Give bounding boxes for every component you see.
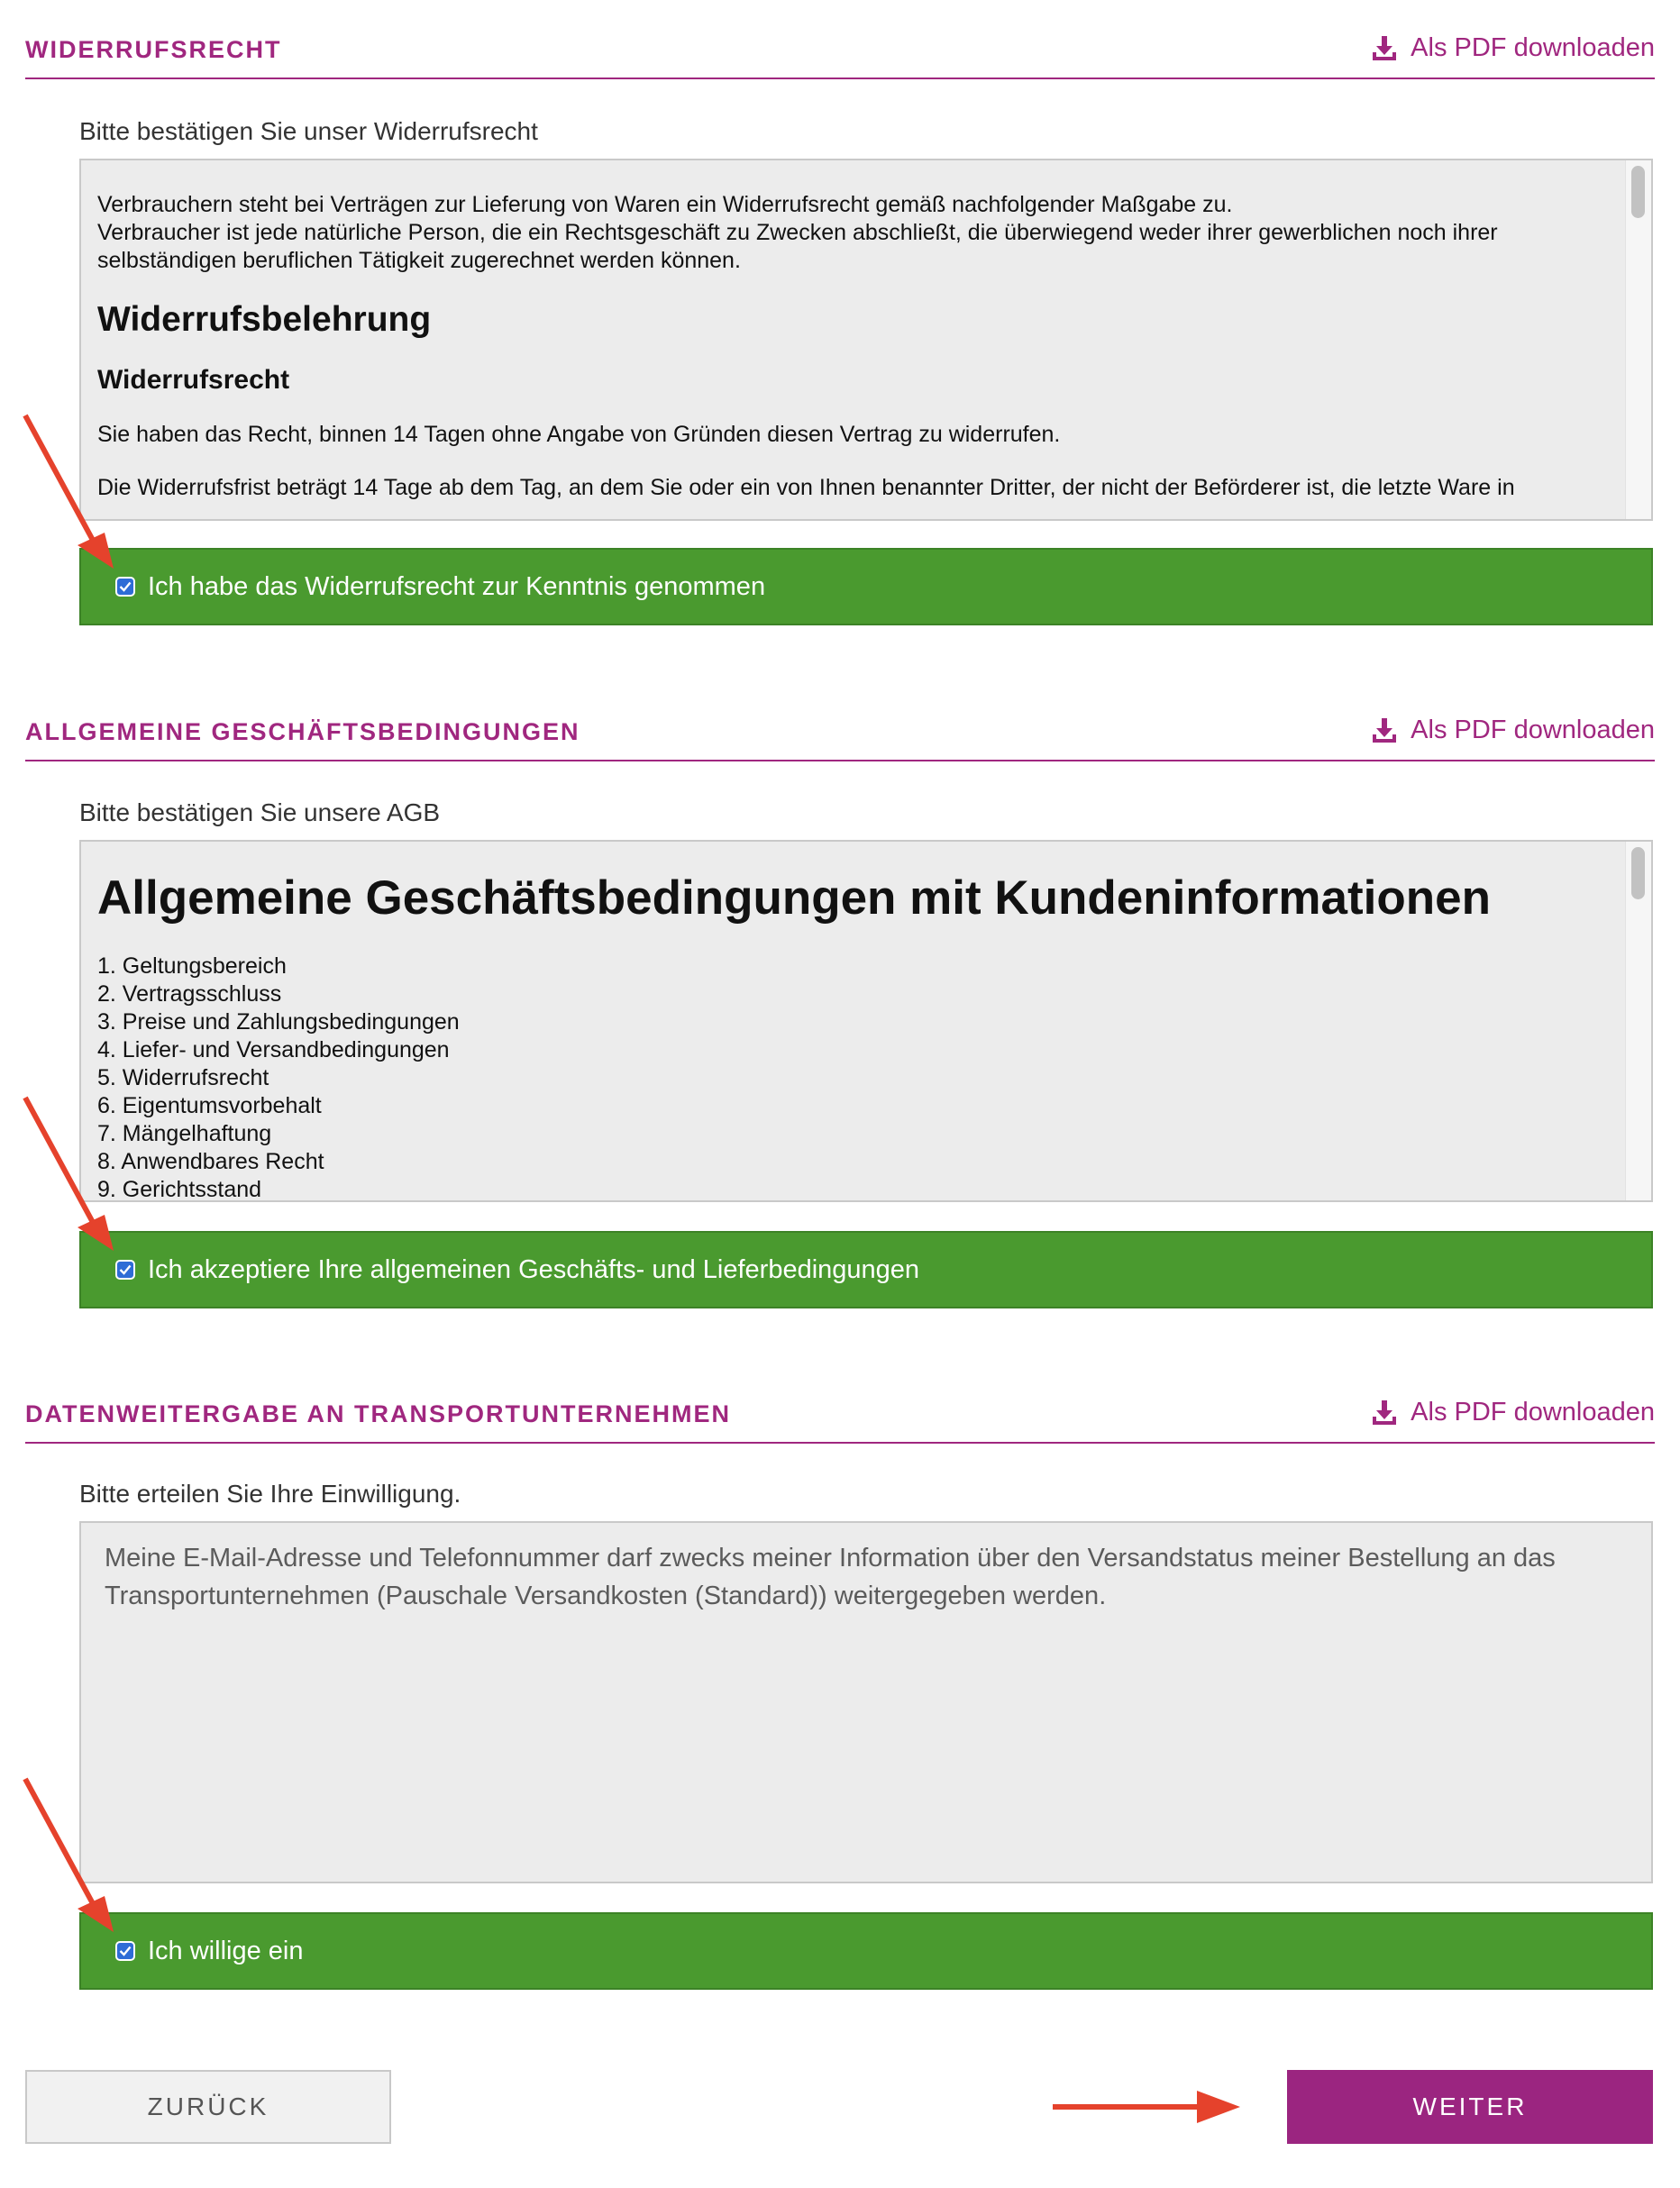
list-item: 2. Vertragsschluss [97,981,282,1007]
list-item: 8. Anwendbares Recht [97,1149,324,1174]
intro-text-2: Verbraucher ist jede natürliche Person, die ein Rechtsgeschäft zu Zwecken abschließt, die überwiegend weder ihrer gewerblichen noch ihrer selbständigen beruflichen Tätigkeit zugerechnet werden können. [97,220,1498,273]
annotation-arrow-icon [18,410,117,577]
download-icon [1371,717,1398,744]
list-item: 9. Gerichtsstand [97,1177,262,1202]
terms-toc-list [97,953,1612,1202]
checkbox-checked[interactable] [115,1260,135,1280]
pdf-download-link[interactable] [1371,33,1655,63]
scrollbar[interactable] [1625,842,1651,1200]
checkbox-checked[interactable] [115,577,135,597]
consent-label: Ich willige ein [148,1936,304,1965]
section-header [25,23,1655,79]
back-button[interactable]: ZURÜCK [25,2070,391,2144]
terms-heading: Widerrufsbelehrung [97,300,432,339]
annotation-arrow-icon [18,1773,117,1940]
terms-content [97,842,1612,1202]
checkmark-icon [119,1946,132,1956]
list-item: 1. Geltungsbereich [97,953,287,979]
checkbox-checked[interactable] [115,1941,135,1961]
scrollbar[interactable] [1625,160,1651,519]
download-icon [1371,35,1398,62]
terms-paragraph: Sie haben das Recht, binnen 14 Tagen ohne Angabe von Gründen diesen Vertrag zu widerrufen. [97,422,1061,447]
checkmark-icon [119,1264,132,1275]
section-prompt: Bitte bestätigen Sie unsere AGB [79,798,441,826]
consent-text: Meine E-Mail-Adresse und Telefonnummer darf zwecks meiner Information über den Versandstatus meiner Bestellung an das Transportunternehmen (Pauschale Versandkosten (Standard)) weitergegeben werden. [105,1544,1556,1610]
consent-checkbox-row[interactable] [79,548,1653,625]
consent-checkbox-row[interactable] [79,1231,1653,1308]
terms-content [97,160,1612,502]
section-title: WIDERRUFSRECHT [25,36,282,63]
list-item: 5. Widerrufsrecht [97,1065,269,1090]
consent-label: Ich habe das Widerrufsrecht zur Kenntnis genommen [148,571,766,601]
section-prompt: Bitte erteilen Sie Ihre Einwilligung. [79,1480,461,1508]
list-item: 4. Liefer- und Versandbedingungen [97,1037,450,1062]
section-prompt: Bitte bestätigen Sie unser Widerrufsrecht [79,117,538,145]
terms-scrollbox[interactable] [79,840,1653,1202]
consent-textbox [79,1521,1653,1883]
consent-label: Ich akzeptiere Ihre allgemeinen Geschäfts- und Lieferbedingungen [148,1254,920,1284]
list-item: 6. Eigentumsvorbehalt [97,1093,322,1118]
list-item: 7. Mängelhaftung [97,1121,272,1146]
terms-heading: Allgemeine Geschäftsbedingungen mit Kundeninformationen [97,871,1491,925]
pdf-download-label: Als PDF downloaden [1411,33,1655,62]
next-button[interactable]: WEITER [1287,2070,1653,2144]
terms-paragraph: Die Widerrufsfrist beträgt 14 Tage ab dem Tag, an dem Sie oder ein von Ihnen benannter Dritter, der nicht der Beförderer ist, die letzte Ware in [97,475,1515,500]
terms-subheading: Widerrufsrecht [97,365,290,395]
terms-scrollbox[interactable] [79,159,1653,521]
pdf-download-link[interactable] [1371,1398,1655,1427]
download-icon [1371,1399,1398,1427]
section-title: ALLGEMEINE GESCHÄFTSBEDINGUNGEN [25,718,580,745]
pdf-download-link[interactable] [1371,716,1655,745]
consent-checkbox-row[interactable] [79,1912,1653,1990]
scrollbar-thumb[interactable] [1631,847,1645,899]
pdf-download-label: Als PDF downloaden [1411,716,1655,744]
intro-text-1: Verbrauchern steht bei Verträgen zur Lieferung von Waren ein Widerrufsrecht gemäß nachfolgender Maßgabe zu. [97,192,1233,217]
list-item: 3. Preise und Zahlungsbedingungen [97,1009,460,1035]
section-header [25,1388,1655,1444]
checkmark-icon [119,581,132,592]
pdf-download-label: Als PDF downloaden [1411,1398,1655,1427]
section-title: DATENWEITERGABE AN TRANSPORTUNTERNEHMEN [25,1400,731,1427]
section-header [25,706,1655,761]
scrollbar-thumb[interactable] [1631,166,1645,218]
annotation-arrow-icon [18,1092,117,1259]
annotation-arrow-icon [1053,2089,1242,2125]
